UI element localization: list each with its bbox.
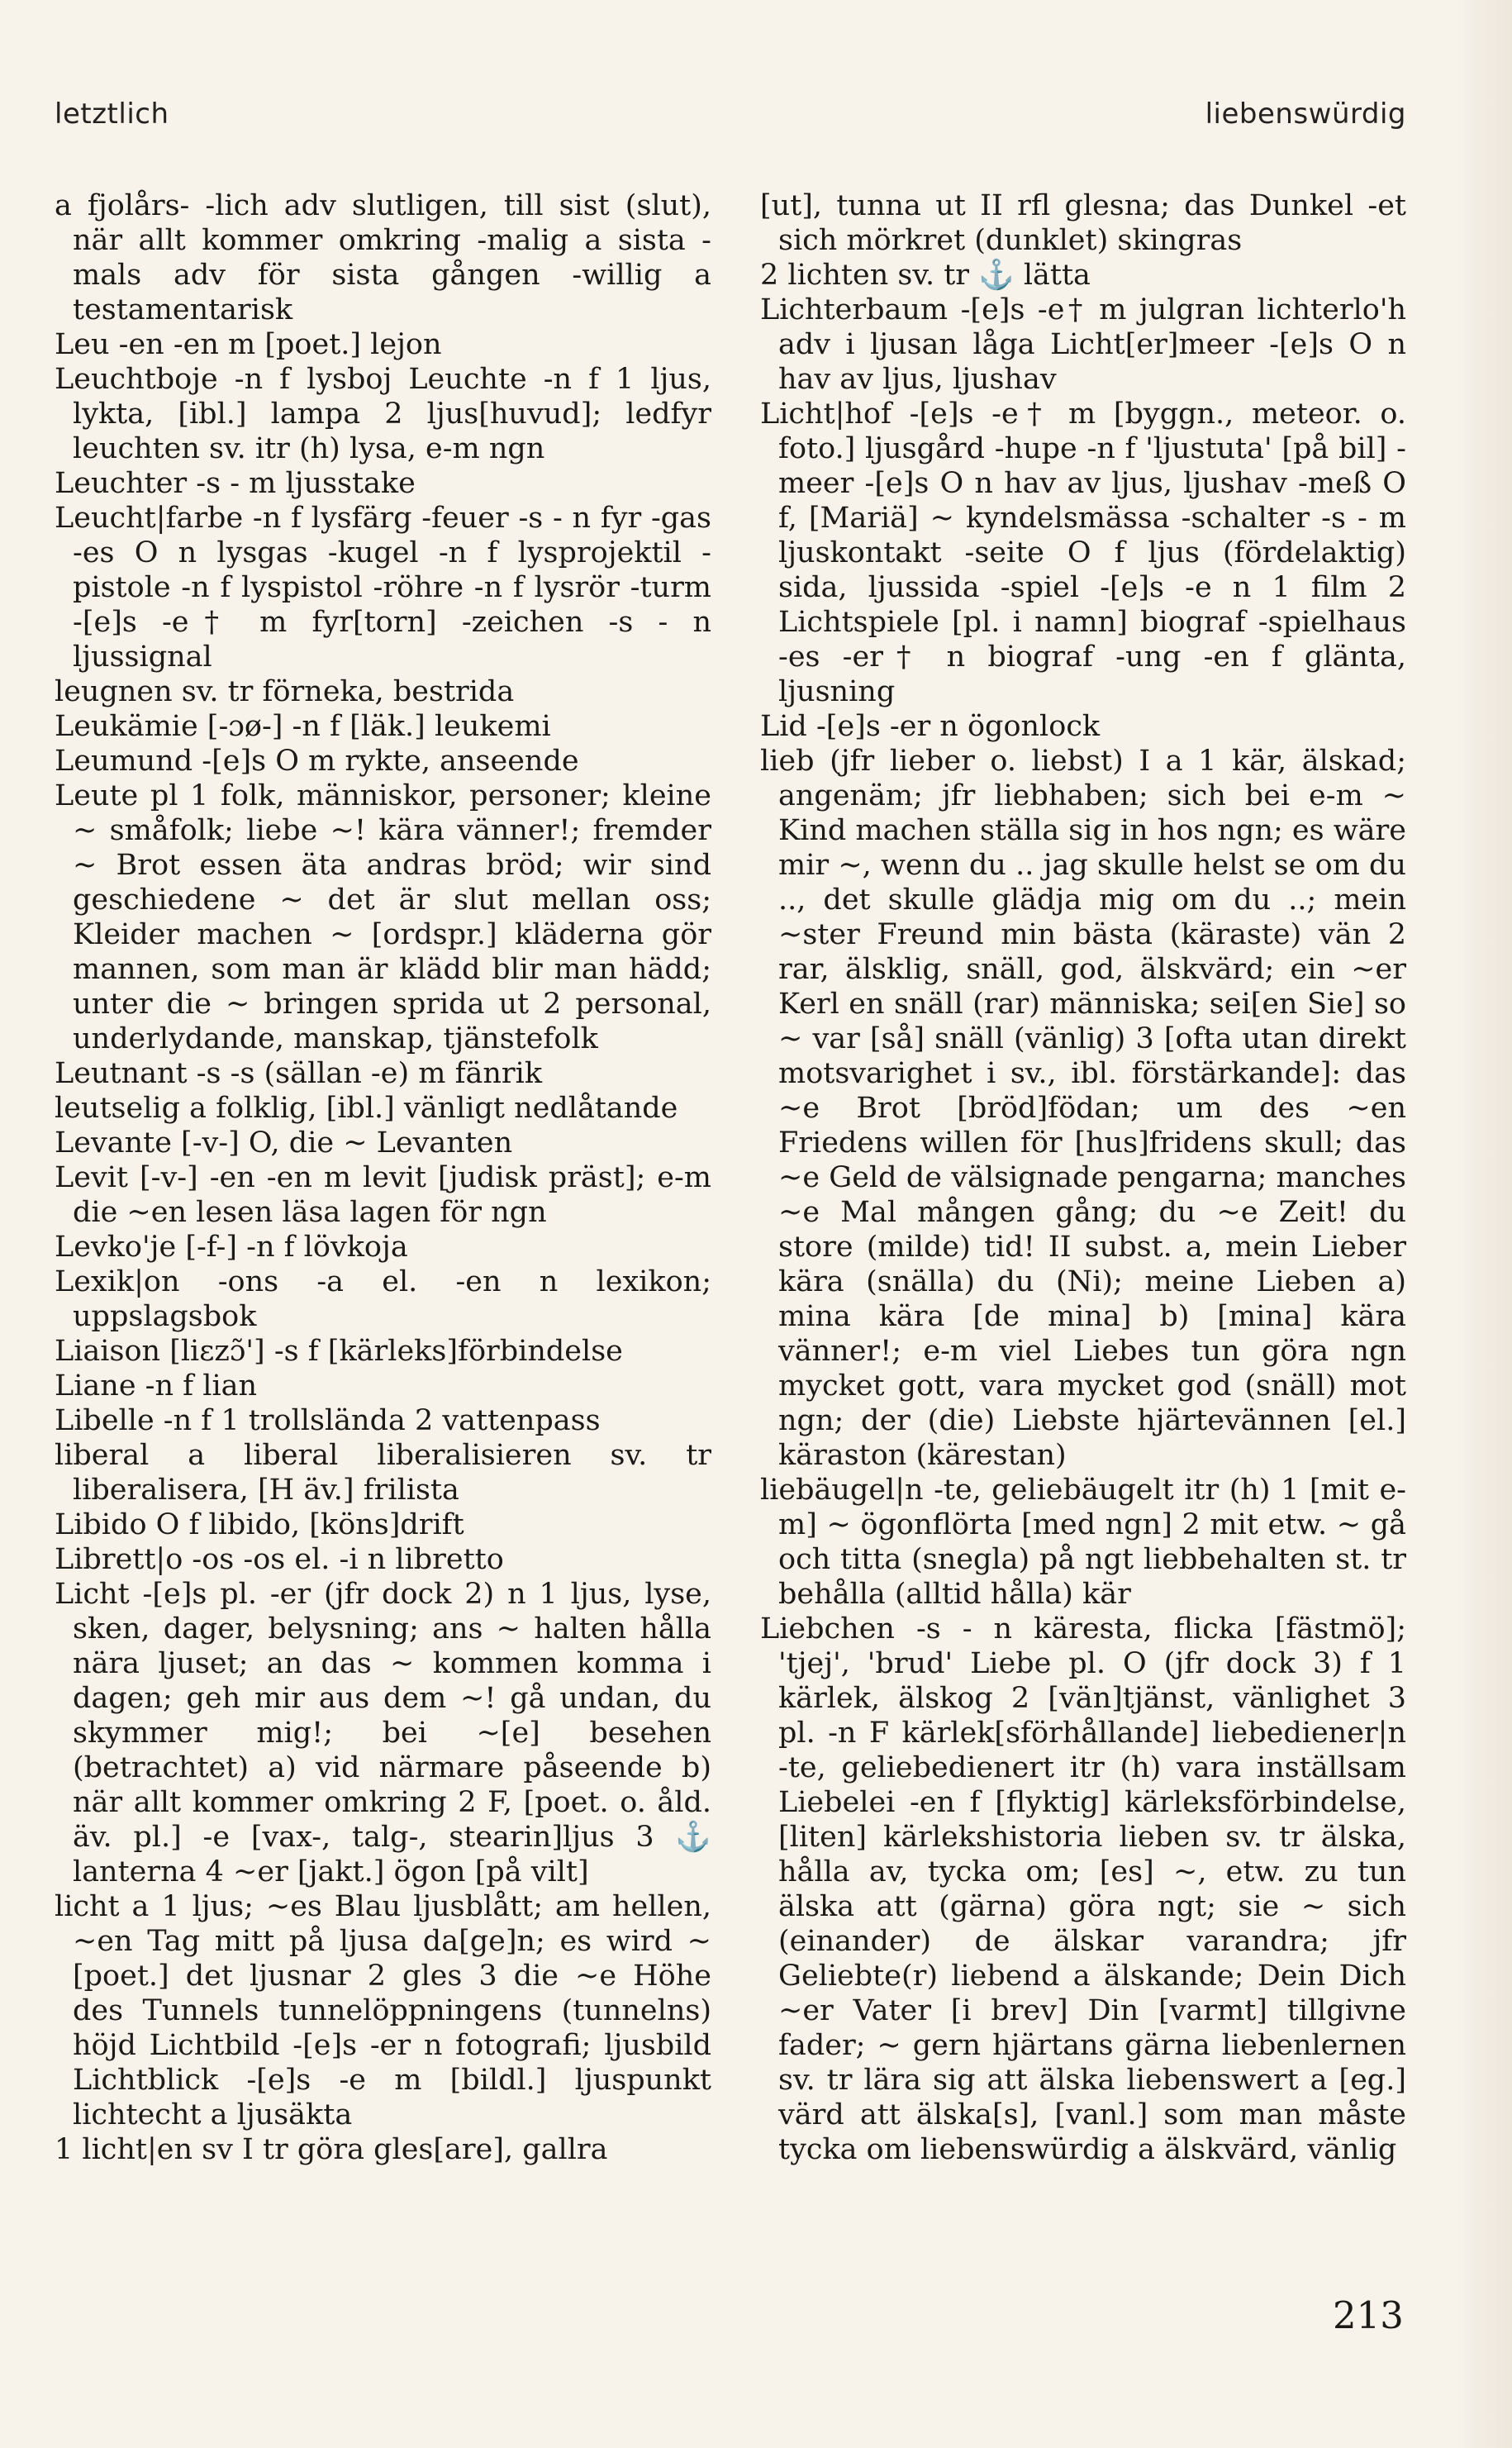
- entry: Licht -[e]s pl. -er (jfr dock 2) n 1 ljus, lyse, sken, dager, belysning; ans ~ halten hålla nära ljuset; an das ~ kommen komma i dagen; geh mir aus dem ~! gå undan, du skymmer mig!; bei ~[e] besehen (betrachtet) a) vid närmare påseende b) när allt kommer omkring 2 F, [poet. o. åld. äv. pl.] -e [vax-, talg-, stearin]ljus 3 ⚓ lanterna 4 ~er [jakt.] ögon [på vilt]: [55, 1578, 711, 1888]
- entry: Leumund -[e]s O m rykte, anseende: [55, 745, 579, 778]
- entry: a fjolårs- -lich adv slutligen, till sist (slut), när allt kommer omkring -malig a sista -mals adv för sista gången -willig a testamentarisk: [55, 189, 711, 326]
- entry: lieb (jfr lieber o. liebst) I a 1 kär, älskad; angenäm; jfr liebhaben; sich bei e-m ~ Kind machen ställa sig in hos ngn; es wäre mir ~, wenn du .. jag skulle helst se om du .., det skulle glädja mig om du ..; mein ~ster Freund min bästa (käraste) vän 2 rar, älsklig, snäll, god, älskvärd; ein ~er Kerl en snäll (rar) människa; sei[en Sie] so ~ var [så] snäll (vänlig) 3 [ofta utan direkt motsvarighet i sv., ibl. förstärkande]: das ~e Brot [bröd]födan; um des ~en Friedens willen för [hus]fridens skull; das ~e Geld de välsignade pengarna; manches ~e Mal mången gång; du ~e Zeit! du store (milde) tid! II subst. a, mein Lieber kära (snälla) du (Ni); meine Lieben a) mina kära [de mina] b) [mina] kära vänner!; e-m viel Liebes tun göra ngn mycket gott, vara mycket god (snäll) mot ngn; der (die) Liebste hjärtevännen [el.] käraston (kärestan): [760, 745, 1406, 1472]
- entry: Librett|o -os -os el. -i n libretto: [55, 1543, 504, 1576]
- entry: 1 licht|en sv I tr göra gles[are], gallra: [55, 2133, 608, 2166]
- entry: Leucht|farbe -n f lysfärg -feuer -s - n fyr -gas -es O n lysgas -kugel -n f lysprojektil -pistole -n f lyspistol -röhre -n f lysrör -turm -[e]s -e† m fyr[torn] -zeichen -s - n ljussignal: [55, 502, 711, 674]
- entry: leutselig a folklig, [ibl.] vänligt nedlåtande: [55, 1092, 678, 1125]
- entry: Libido O f libido, [köns]drift: [55, 1508, 464, 1541]
- entry: Leute pl 1 folk, människor, personer; kleine ~ småfolk; liebe ~! kära vänner!; fremder ~ Brot essen äta andras bröd; wir sind geschiedene ~ det är slut mellan oss; Kleider machen ~ [ordspr.] kläderna gör mannen, som man är klädd blir man hädd; unter die ~ bringen sprida ut 2 personal, underlydande, manskap, tjänstefolk: [55, 779, 711, 1055]
- entry: Lid -[e]s -er n ögonlock: [760, 710, 1101, 743]
- entry: Liane -n f lian: [55, 1369, 258, 1403]
- entry: Licht|hof -[e]s -e† m [byggn., meteor. o. foto.] ljusgård -hupe -n f 'ljustuta' [på bil] -meer -[e]s O n hav av ljus, ljushav -meß O f, [Mariä] ~ kyndelsmässa -schalter -s - m ljuskontakt -seite O f ljus (fördelaktig) sida, ljussida -spiel -[e]s -e n 1 film 2 Lichtspiele [pl. i namn] biograf -spielhaus -es -er† n biograf -ung -en f glänta, ljusning: [760, 398, 1406, 708]
- entry: Leukämie [-ɔø-] -n f [läk.] leukemi: [55, 710, 551, 743]
- entry: Levko'je [-f-] -n f lövkoja: [55, 1231, 408, 1264]
- entry: Levit [-v-] -en -en m levit [judisk präst]; e-m die ~en lesen läsa lagen för ngn: [55, 1161, 711, 1229]
- entry: Lexik|on -ons -a el. -en n lexikon; uppslagsbok: [55, 1265, 711, 1333]
- entry: leugnen sv. tr förneka, bestrida: [55, 675, 515, 708]
- entry: 2 lichten sv. tr ⚓ lätta: [760, 259, 1091, 292]
- entry: Lichterbaum -[e]s -e† m julgran lichterlo'h adv i ljusan låga Licht[er]meer -[e]s O n hav av ljus, ljushav: [760, 293, 1406, 396]
- left-column: [55, 188, 711, 2167]
- entry: Liaison [liɛzɔ̃'] -s f [kärleks]förbindelse: [55, 1335, 623, 1368]
- entry: Libelle -n f 1 trollslända 2 vattenpass: [55, 1404, 601, 1437]
- running-head-right: liebenswürdig: [1205, 98, 1406, 131]
- entry: Levante [-v-] O, die ~ Levanten: [55, 1126, 513, 1160]
- entry: Liebchen -s - n käresta, flicka [fästmö]; 'tjej', 'brud' Liebe pl. O (jfr dock 3) f 1 kärlek, älskog 2 [vän]tjänst, vänlighet 3 pl. -n F kärlek[sförhållande] liebediener|n -te, geliebedienert itr (h) vara inställsam Liebelei -en f [flyktig] kärleksförbindelse, [liten] kärlekshistoria lieben sv. tr älska, hålla av, tycka om; [es] ~, etw. zu tun älska att (gärna) göra ngt; sie ~ sich (einander) de älskar varandra; jfr Geliebte(r) liebend a älskande; Dein Dich ~er Vater [i brev] Din [varmt] tillgivne fader; ~ gern hjärtans gärna liebenlernen sv. tr lära sig att älska liebenswert a [eg.] värd att älska[s], [vanl.] som man måste tycka om liebenswürdig a älskvärd, vänlig: [760, 1612, 1406, 2166]
- page-spine-shadow: [1454, 0, 1512, 2448]
- page-number: 213: [1333, 2293, 1404, 2337]
- running-head-left: letztlich: [55, 98, 169, 131]
- entry: licht a 1 ljus; ~es Blau ljusblått; am hellen, ~en Tag mitt på ljusa da[ge]n; es wird ~ [poet.] det ljusnar 2 gles 3 die ~e Höhe des Tunnels tunnelöppningens (tunnelns) höjd Lichtbild -[e]s -er n fotografi; ljusbild Lichtblick -[e]s -e m [bildl.] ljuspunkt lichtecht a ljusäkta: [55, 1890, 711, 2131]
- entry: Leutnant -s -s (sällan -e) m fänrik: [55, 1057, 543, 1090]
- entry: liberal a liberal liberalisieren sv. tr liberalisera, [H äv.] frilista: [55, 1439, 711, 1507]
- entry: Leu -en -en m [poet.] lejon: [55, 328, 442, 361]
- entry: Leuchtboje -n f lysboj Leuchte -n f 1 ljus, lykta, [ibl.] lampa 2 ljus[huvud]; ledfyr leuchten sv. itr (h) lysa, e-m ngn: [55, 363, 711, 465]
- entry: [ut], tunna ut II rfl glesna; das Dunkel -et sich mörkret (dunklet) skingras: [760, 189, 1406, 257]
- entry: Leuchter -s - m ljusstake: [55, 467, 416, 500]
- right-column: [760, 188, 1406, 2167]
- entry: liebäugel|n -te, geliebäugelt itr (h) 1 [mit e-m] ~ ögonflörta [med ngn] 2 mit etw. ~ gå och titta (snegla) på ngt liebbehalten st. tr behålla (alltid hålla) kär: [760, 1474, 1406, 1611]
